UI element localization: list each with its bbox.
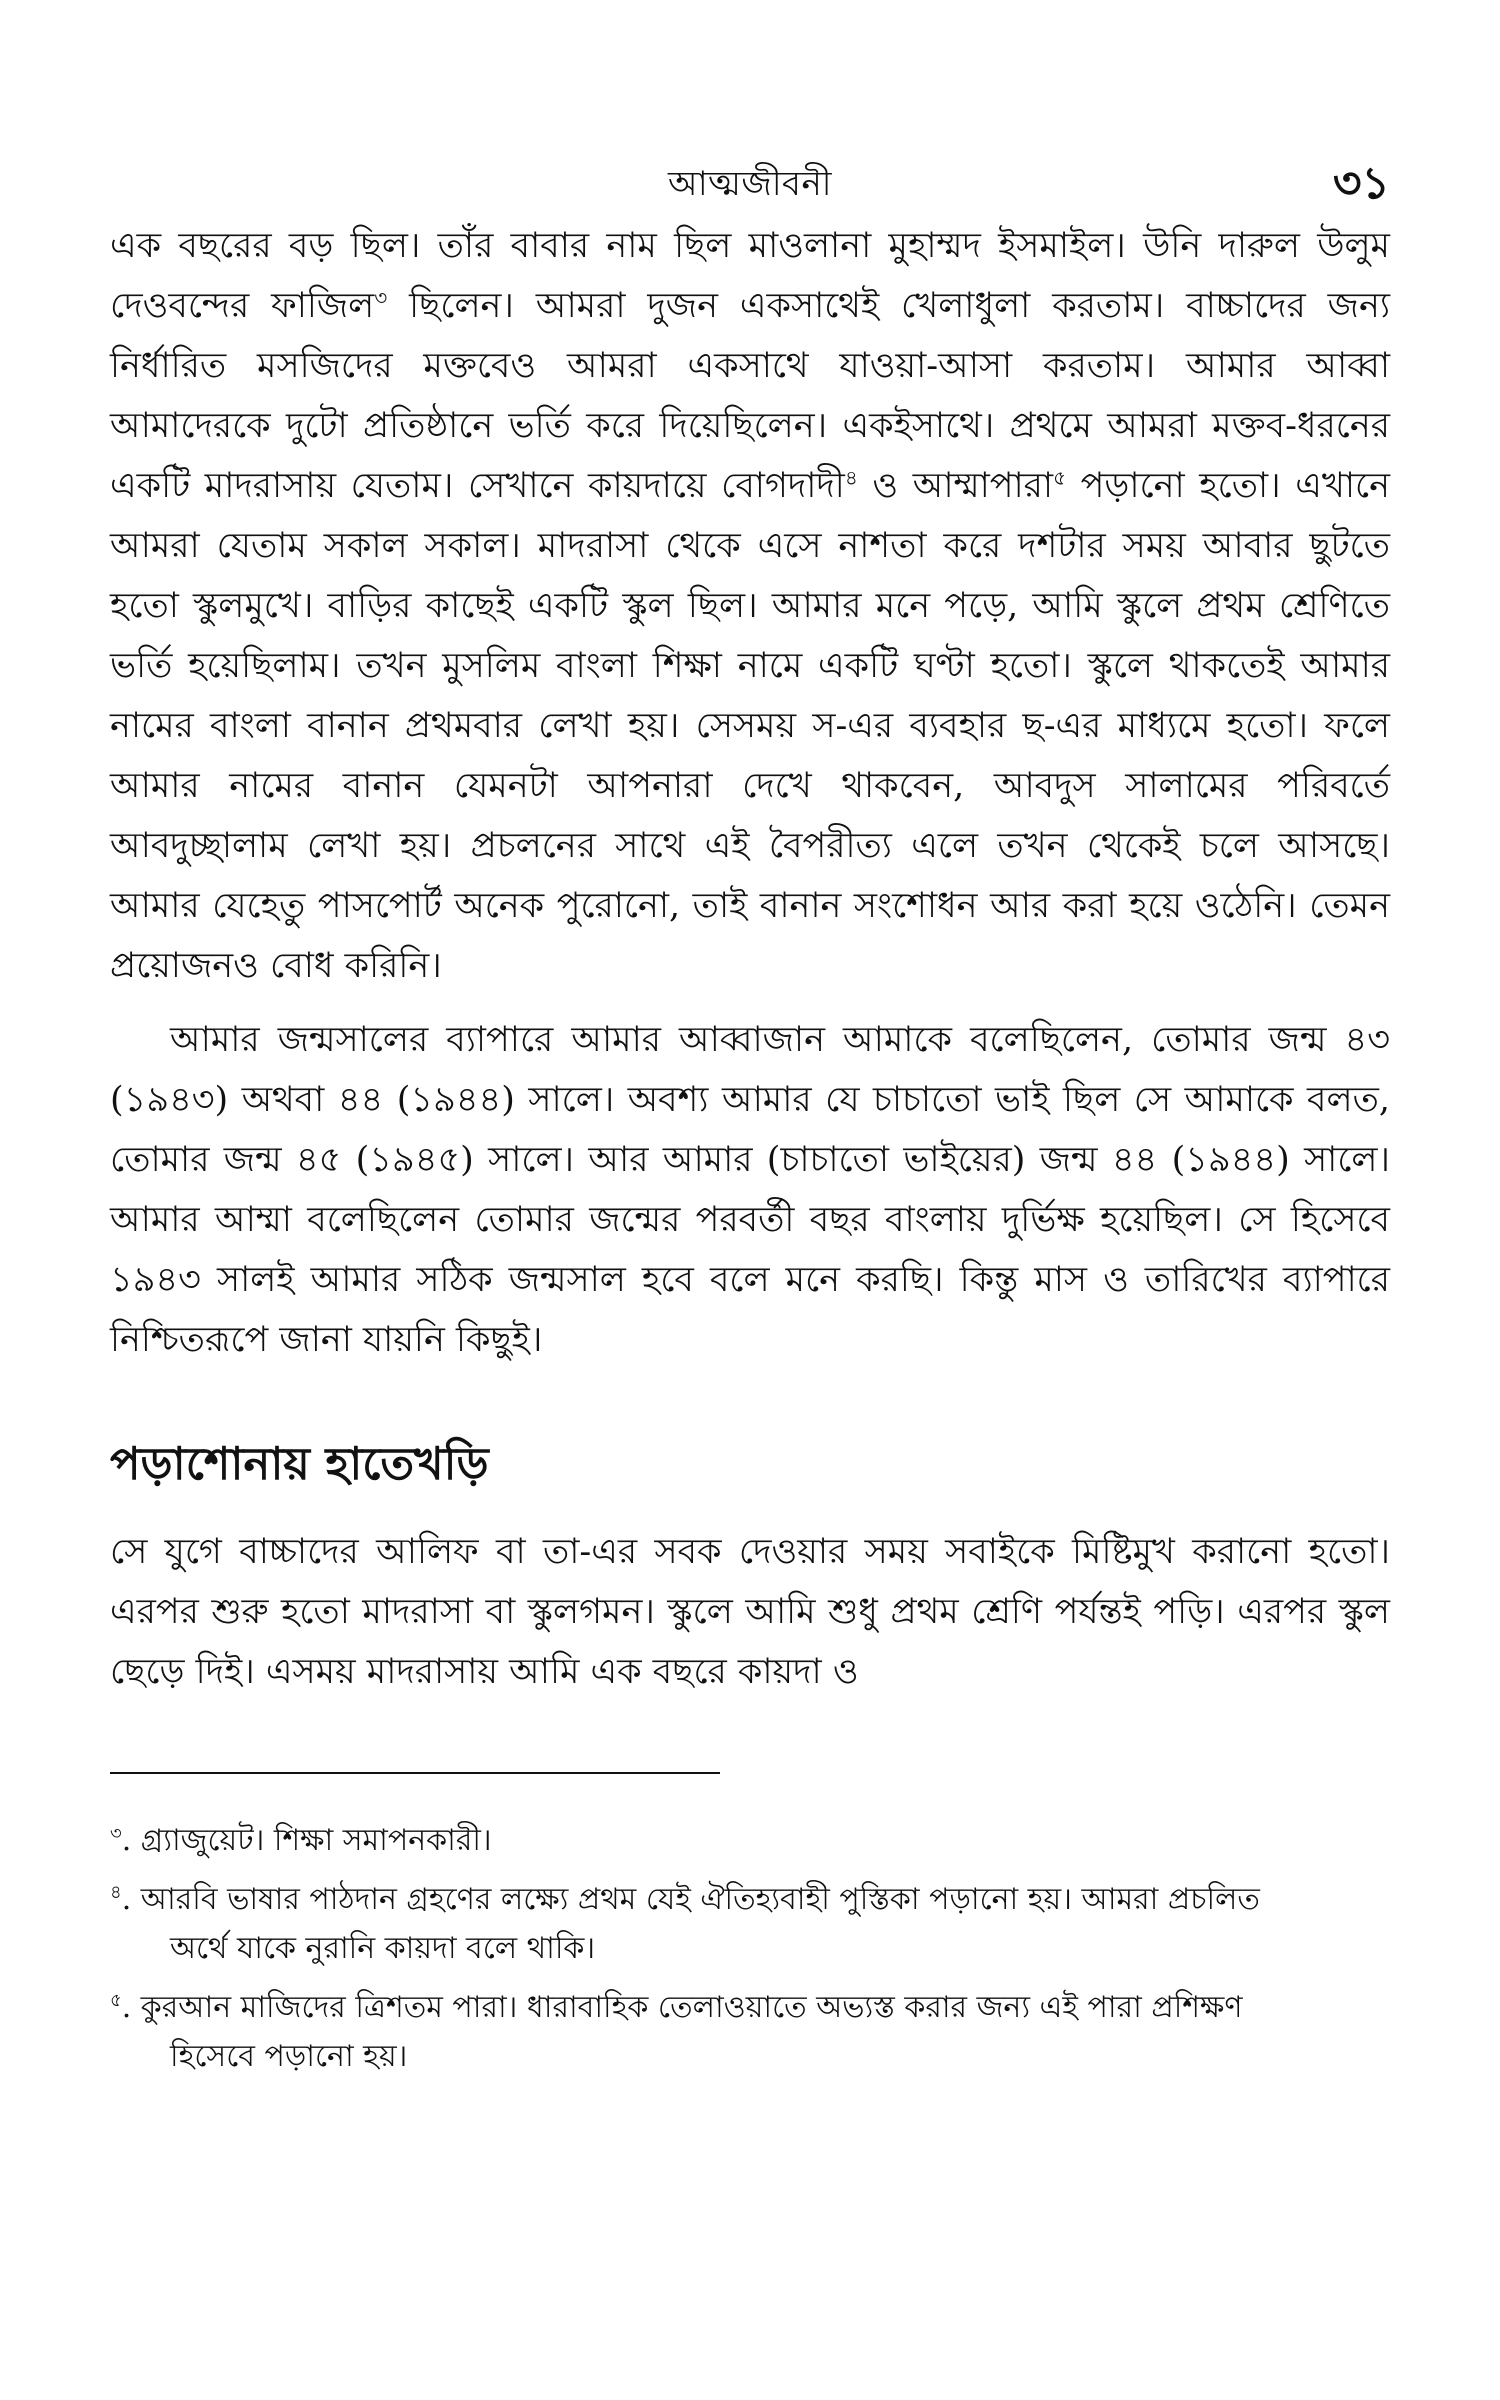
paragraph-1 [110, 216, 1390, 996]
footnote-4-continuation: অর্থে যাকে নুরানি কায়দা বলে থাকি। [170, 1931, 596, 1966]
footnote-3 [110, 1816, 1390, 1865]
paragraph-1-part-b: ছিলেন। আমরা দুজন একসাথেই খেলাধুলা করতাম। বাচ্চাদের জন্য নির্ধারিত মসজিদের মক্তবেও আমরা একসাথে যাওয়া-আসা করতাম। আমার আব্বা আমাদেরকে দুটো প্রতিষ্ঠানে ভর্তি করে দিয়েছিলেন। একইসাথে। প্রথমে আমরা মক্তব-ধরনের একটি মাদরাসায় যেতাম। সেখানে কায়দায়ে বোগদাদী [110, 286, 1390, 506]
footnote-ref-3[interactable]: ৩ [374, 285, 388, 310]
footnote-divider [110, 1772, 720, 1774]
footnote-5 [110, 1983, 1390, 2081]
footnote-4-text: . আরবি ভাষার পাঠদান গ্রহণের লক্ষ্যে প্রথম যেই ঐতিহ্যবাহী পুস্তিকা পড়ানো হয়। আমরা প্রচলিত [121, 1882, 1260, 1917]
page-number: ৩১ [1332, 158, 1390, 209]
paragraph-2: আমার জন্মসালের ব্যাপারে আমার আব্বাজান আমাকে বলেছিলেন, তোমার জন্ম ৪৩ (১৯৪৩) অথবা ৪৪ (১৯৪৪) সালে। অবশ্য আমার যে চাচাতো ভাই ছিল সে আমাকে বলত, তোমার জন্ম ৪৫ (১৯৪৫) সালে। আর আমার (চাচাতো ভাইয়ের) জন্ম ৪৪ (১৯৪৪) সালে। আমার আম্মা বলেছিলেন তোমার জন্মের পরবর্তী বছর বাংলায় দুর্ভিক্ষ হয়েছিল। সে হিসেবে ১৯৪৩ সালই আমার সঠিক জন্মসাল হবে বলে মনে করছি। কিন্তু মাস ও তারিখের ব্যাপারে নিশ্চিতরূপে জানা যায়নি কিছুই। [110, 1020, 1390, 1360]
footnotes [110, 1816, 1390, 2081]
footnote-3-text: . গ্র্যাজুয়েট। শিক্ষা সমাপনকারী। [121, 1823, 492, 1858]
footnote-5-continuation: হিসেবে পড়ানো হয়। [170, 2039, 408, 2074]
footnote-5-text: . কুরআন মাজিদের ত্রিশতম পারা। ধারাবাহিক তেলাওয়াতে অভ্যস্ত করার জন্য এই পারা প্রশিক্ষণ [121, 1990, 1243, 2025]
footnote-ref-5[interactable]: ৫ [1053, 465, 1067, 490]
running-header [110, 150, 1390, 209]
paragraph-1-part-d: পড়ানো হতো। এখানে আমরা যেতাম সকাল সকাল। মাদরাসা থেকে এসে নাশতা করে দশটার সময় আবার ছুটতে হতো স্কুলমুখে। বাড়ির কাছেই একটি স্কুল ছিল। আমার মনে পড়ে, আমি স্কুলে প্রথম শ্রেণিতে ভর্তি হয়েছিলাম। তখন মুসলিম বাংলা শিক্ষা নামে একটি ঘণ্টা হতো। স্কুলে থাকতেই আমার নামের বাংলা বানান প্রথমবার লেখা হয়। সেসময় স-এর ব্যবহার ছ-এর মাধ্যমে হতো। ফলে আমার নামের বানান যেমনটা আপনারা দেখে থাকবেন, আবদুস সালামের পরিবর্তে আবদুচ্ছালাম লেখা হয়। প্রচলনের সাথে এই বৈপরীত্য এলে তখন থেকেই চলে আসছে। আমার যেহেতু পাসপোর্ট অনেক পুরোনো, তাই বানান সংশোধন আর করা হয়ে ওঠেনি। তেমন প্রয়োজনও বোধ করিনি। [110, 466, 1390, 986]
footnote-4 [110, 1875, 1390, 1973]
footnote-ref-4[interactable]: ৪ [844, 465, 858, 490]
footnote-3-mark: ৩ [110, 1823, 122, 1844]
footnote-5-mark: ৫ [110, 1990, 122, 2011]
paragraph-3: সে যুগে বাচ্চাদের আলিফ বা তা-এর সবক দেওয়ার সময় সবাইকে মিষ্টিমুখ করানো হতো। এরপর শুরু হতো মাদরাসা বা স্কুলগমন। স্কুলে আমি শুধু প্রথম শ্রেণি পর্যন্তই পড়ি। এরপর স্কুল ছেড়ে দিই। এসময় মাদরাসায় আমি এক বছরে কায়দা ও [110, 1532, 1390, 1692]
section-heading: পড়াশোনায় হাতেখড়ি [110, 1437, 489, 1490]
footnote-4-mark: ৪ [110, 1882, 122, 1903]
paragraph-1-part-a: এক বছরের বড় ছিল। তাঁর বাবার নাম ছিল মাওলানা মুহাম্মদ ইসমাইল। উনি দারুল উলুম দেওবন্দের ফাজিল [110, 226, 1390, 326]
paragraph-1-part-c: ও আম্মাপারা [857, 466, 1054, 506]
running-title: আত্মজীবনী [667, 164, 832, 204]
